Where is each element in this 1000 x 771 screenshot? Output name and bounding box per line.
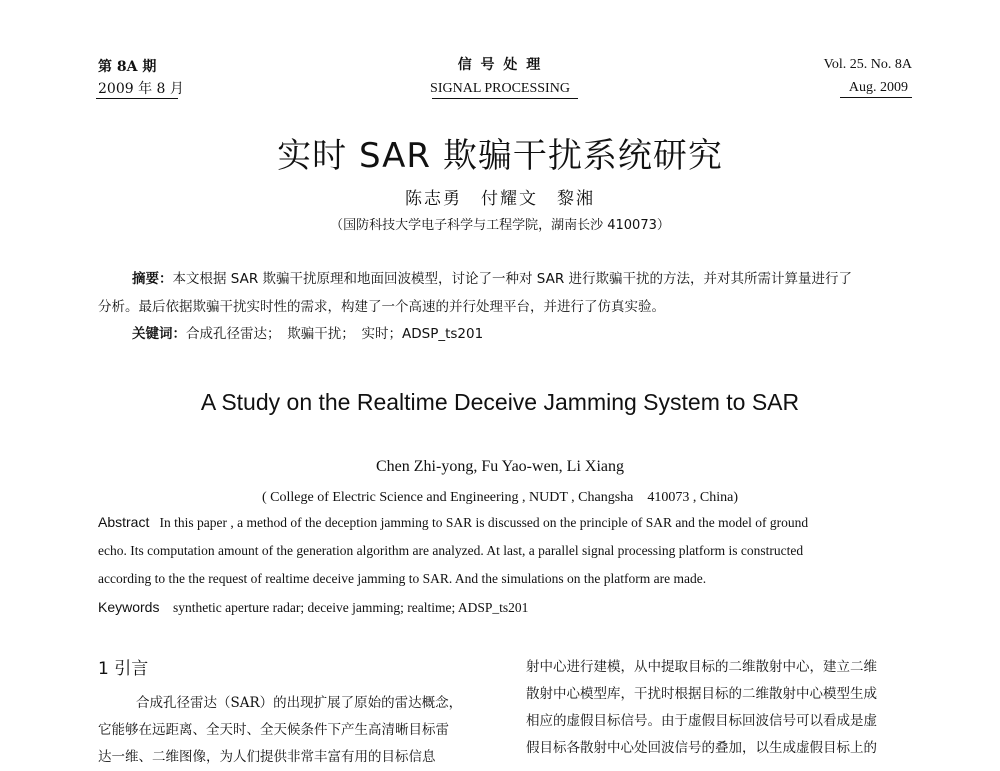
- publication-month: Aug. 2009: [848, 80, 908, 95]
- issue-number: 第 8A 期: [98, 59, 157, 75]
- keywords-label-en: Keywords: [98, 599, 160, 615]
- header-rule-left: [96, 98, 178, 99]
- body-left-line-3: 达一维、二维图像，为人们提供非常丰富有用的目标信息: [98, 749, 436, 765]
- abstract-label-cn: 摘要：: [132, 271, 173, 287]
- body-right-line-3: 相应的虚假目标信号。由于虚假目标回波信号可以看成是虚: [526, 713, 877, 729]
- body-right-line-1: 射中心进行建模，从中提取目标的二维散射中心，建立二维: [526, 659, 877, 675]
- body-left-line-2: 它能够在远距离、全天时、全天候条件下产生高清晰目标雷: [98, 722, 449, 738]
- abstract-cn-text-1: 本文根据 SAR 欺骗干扰原理和地面回波模型，讨论了一种对 SAR 进行欺骗干扰的方法，并对其所需计算量进行了: [172, 271, 853, 287]
- body-right-line-4: 假目标各散射中心处回波信号的叠加，以生成虚假目标上的: [526, 740, 877, 756]
- body-right-line-2: 散射中心模型库，干扰时根据目标的二维散射中心模型生成: [526, 686, 877, 702]
- abstract-cn-line-2: 分析。最后依据欺骗干扰实时性的需求，构建了一个高速的并行处理平台，并进行了仿真实验。: [98, 299, 665, 315]
- authors-en: Chen Zhi-yong, Fu Yao-wen, Li Xiang: [376, 458, 624, 475]
- abstract-en-line-1: [98, 514, 808, 531]
- body-left-line-1: 合成孔径雷达（SAR）的出现扩展了原始的雷达概念，: [136, 695, 463, 711]
- authors-cn: 陈志勇 付耀文 黎湘: [405, 189, 595, 209]
- abstract-en-line-3: according to the the request of realtime deceive jamming to SAR. And the simulations on the platform are made.: [98, 571, 707, 586]
- volume-number: Vol. 25. No. 8A: [823, 57, 912, 72]
- abstract-label-en: Abstract: [98, 514, 150, 530]
- affiliation-cn: （国防科技大学电子科学与工程学院，湖南长沙 410073）: [330, 218, 670, 233]
- header-rule-right: [840, 97, 912, 98]
- paper-title-en: A Study on the Realtime Deceive Jamming System to SAR: [200, 389, 800, 415]
- keywords-cn: [132, 321, 483, 348]
- abstract-en-line-2: echo. Its computation amount of the generation algorithm are analyzed. At last, a parallel signal processing platform is constructed: [98, 543, 804, 558]
- keywords-cn-text: 合成孔径雷达； 欺骗干扰； 实时；ADSP_ts201: [186, 326, 484, 342]
- header-rule-center: [432, 98, 578, 99]
- abstract-en-text-1: In this paper , a method of the deception jamming to SAR is discussed on the principle of SAR and the model of ground: [159, 515, 809, 530]
- affiliation-en: ( College of Electric Science and Engineering , NUDT , Changsha 410073 , China): [261, 490, 738, 505]
- keywords-en: [98, 599, 528, 616]
- section-heading: 1 引言: [98, 659, 149, 679]
- journal-name-en: SIGNAL PROCESSING: [430, 81, 570, 96]
- paper-title-cn: 实时 SAR 欺骗干扰系统研究: [277, 136, 723, 176]
- abstract-cn-line-1: [132, 266, 852, 293]
- keywords-en-text: synthetic aperture radar; deceive jamming; realtime; ADSP_ts201: [172, 600, 529, 615]
- keywords-label-cn: 关键词：: [132, 326, 186, 342]
- journal-name-cn: 信 号 处 理: [457, 57, 543, 73]
- issue-date: 2009 年 8 月: [98, 81, 184, 97]
